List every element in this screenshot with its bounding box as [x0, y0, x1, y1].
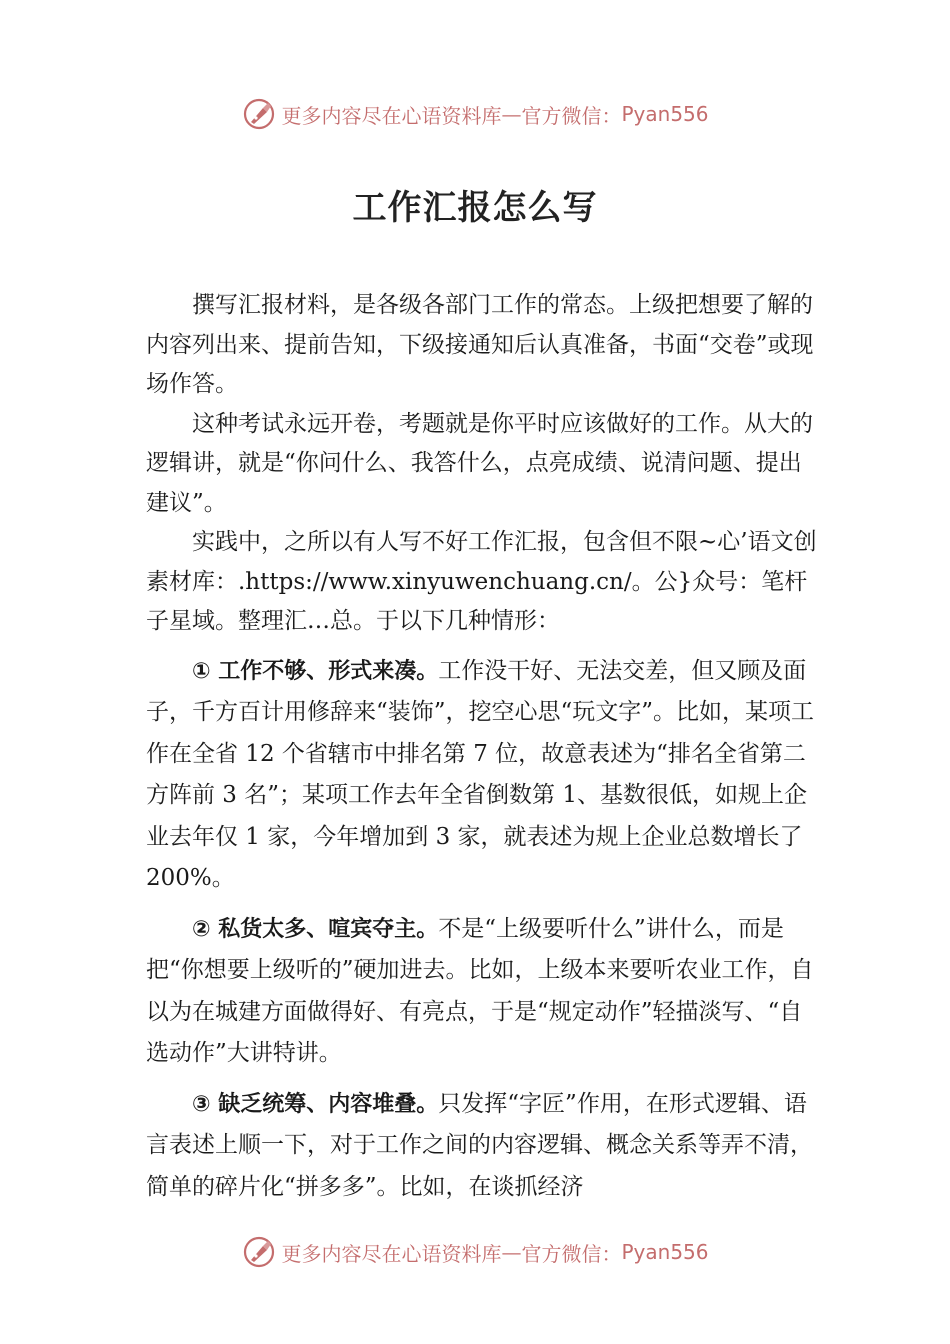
banner-wechat-id: Pyan556 [621, 102, 709, 126]
point-2-body: 不是“上级要听什么”讲什么，而是把“你想要上级听的”硬加进去。比如，上级本来要听农业工作，自以为在城建方面做得好、有亮点，于是“规定动作”轻描淡写、“自选动作”大讲特讲。 [146, 915, 814, 1066]
paragraph-1: 撰写汇报材料，是各级各部门工作的常态。上级把想要了解的内容列出来、提前告知，下级接通知后认真准备，书面“交卷”或现场作答。 [146, 292, 814, 397]
point-2 [146, 909, 818, 1075]
banner-separator: — [501, 102, 522, 126]
point-1-heading: ① 工作不够、形式来凑。 [192, 658, 439, 684]
banner-wechat-label: 官方微信： [521, 103, 622, 128]
point-3-heading: ③ 缺乏统筹、内容堆叠。 [192, 1091, 439, 1117]
banner-wechat-label: 官方微信： [521, 1241, 622, 1266]
header-banner [0, 92, 950, 136]
point-1-body: 工作没干好、无法交差，但又顾及面子，千方百计用修辞来“装饰”，挖空心思“玩文字”。比如，某项工作在全省 12 个省辖市中排名第 7 位，故意表述为“排名全省第二方阵前 3 名”；某项工作去年全省倒数第 1、基数很低，如规上企业去年仅 1 家，今年增加到 3 家，就表述为规上企业总数增长了 200%。 [146, 657, 815, 891]
document-body [146, 286, 818, 1208]
banner-separator: — [501, 1240, 522, 1264]
pen-nib-circle-icon [241, 96, 277, 132]
banner-brand: 更多内容尽在心语资料库 [281, 103, 502, 128]
point-1 [146, 651, 818, 900]
pen-nib-circle-icon [241, 1234, 277, 1270]
paragraph-2: 这种考试永远开卷，考题就是你平时应该做好的工作。从大的逻辑讲，就是“你问什么、我答什么，点亮成绩、说清问题、提出建议”。 [146, 410, 813, 516]
paragraph-3: 实践中，之所以有人写不好工作汇报，包含但不限~心’语文创素材库：.https://www.xinyuwenchuang.cn/。公}众号：笔杆子星域。整理汇…总。于以下几种情形： [146, 529, 817, 634]
banner-brand: 更多内容尽在心语资料库 [281, 1241, 502, 1266]
footer-banner [0, 1230, 950, 1274]
banner-wechat-id: Pyan556 [621, 1240, 709, 1264]
point-3 [146, 1084, 818, 1209]
point-2-heading: ② 私货太多、喧宾夺主。 [192, 916, 439, 942]
point-3-body: 只发挥“字匠”作用，在形式逻辑、语言表述上顺一下，对于工作之间的内容逻辑、概念关系等弄不清，简单的碎片化“拼多多”。比如，在谈抓经济 [146, 1090, 813, 1200]
document-title: 工作汇报怎么写 [352, 188, 598, 228]
